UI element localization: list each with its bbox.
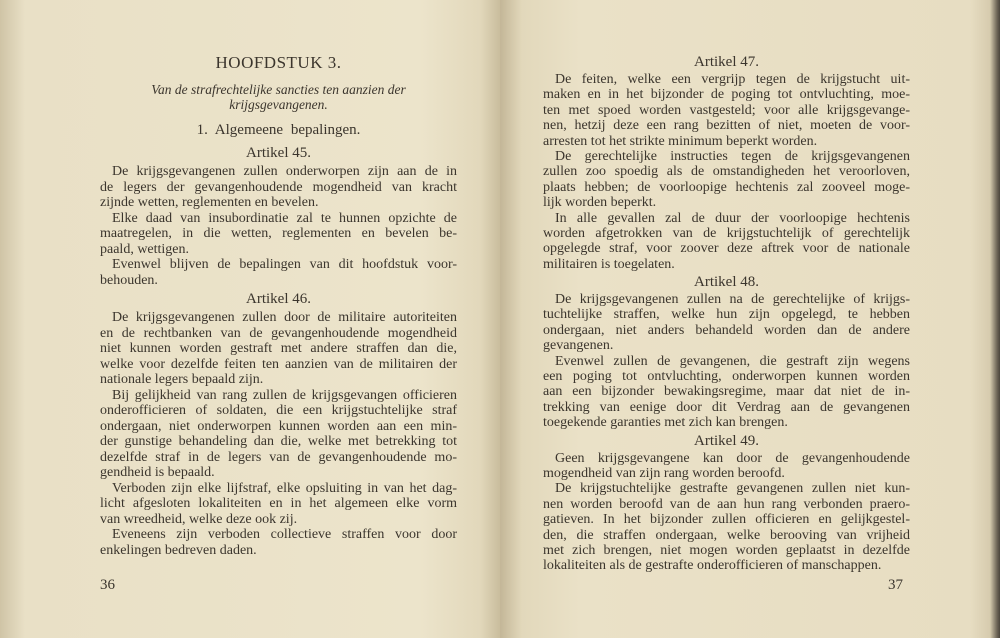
text-line: aan een bijzonder bewakingsregime, maar dat niet de in- [543,384,910,400]
text-line: gevangenen. [543,338,614,354]
article-heading: Artikel 45. [246,145,311,161]
paragraph [100,257,457,288]
text-line: onderofficieren of soldaten, die een krijgstuchtelijke straf [100,403,457,418]
text-line: De krijgsgevangenen zullen na de gerechtelijke of krijgs- [555,292,910,308]
text-line: enkelingen bedreven daden. [100,542,257,558]
text-line: mogendheid van zijn rang worden beroofd. [543,465,785,481]
text-line: tuchtelijke straffen, welke hun zijn opgelegd, te hebben [543,307,910,323]
text-line: ondergaan, niet anders behandeld worden dan de andere [543,322,910,338]
text-line: Elke daad van insubordinatie zal te hunnen opzichte de [112,210,457,226]
left-page-text [100,50,457,558]
section-heading: 1. Algemeene bepalingen. [196,122,361,138]
page-number: 37 [888,577,903,593]
text-line: nen, hetzij deze een rang bezitten of niet, moeten de voor- [543,118,910,134]
text-line: Evenwel blijven de bepalingen van dit hoofdstuk voor- [112,257,457,272]
paragraph [100,527,457,558]
paragraph [543,354,910,431]
text-line: De krijgsgevangenen zullen door de militaire autoriteiten [112,310,457,325]
text-line: den, die straffen ondergaan, welke berooving van vrijheid [543,527,910,543]
article-heading: Artikel 49. [694,432,759,449]
text-line: De krijgstuchtelijke gestrafte gevangenen zullen niet kun- [555,481,910,497]
text-line: paald, wettigen. [100,241,190,257]
chapter-title: HOOFDSTUK 3. [215,53,342,72]
text-line: de legers der gevangenhoudende mogendheid van kracht [100,179,457,195]
text-line: niet kunnen worden gestraft met andere straffen dan die, [100,341,457,356]
text-line: worden afgetrokken van de krijgstuchtelijk of gerechtelijk [543,225,910,241]
text-line: ten met spoed worden vastgesteld; voor alle krijgsgevange- [543,102,910,118]
text-line: Bij gelijkheid van rang zullen de krijgsgevangen officieren [112,387,457,403]
text-line: plaats hebben; de voorloopige hechtenis zal zooveel moge- [543,179,910,195]
article-heading: Artikel 46. [246,291,311,307]
text-line: met zich brengen, niet mogen worden geplaatst in dezelfde [543,542,910,558]
text-line: der gunstige behandeling dan die, welke met betrekking tot [100,434,457,449]
text-line: De gerechtelijke instructies tegen de krijgsgevangenen [555,148,910,164]
text-line: nationale legers bepaald zijn. [100,372,264,387]
paragraph [543,451,910,482]
text-line: zijnde wetten, reglementen en bevelen. [100,195,319,210]
text-line: trekking van eenige door dit Verdrag aan de gevangenen [543,399,910,415]
paragraph [100,164,457,211]
text-line: In alle gevallen zal de duur der voorloopige hechtenis [555,210,910,226]
text-line: van wreedheid, welke deze ook zij. [100,511,298,527]
paragraph [543,292,910,354]
text-line: een poging tot ontvluchting, onderworpen kunnen worden [543,369,910,385]
text-line: De feiten, welke een vergrijp tegen de krijgstucht uit- [555,72,910,87]
text-line: Evenwel zullen de gevangenen, die gestraft zijn wegens [555,353,910,369]
paragraph [543,72,910,149]
paragraph [100,310,457,388]
article-heading: Artikel 48. [694,274,759,291]
text-line: welke voor dezelfde feiten ten aanzien van de militairen der [100,356,457,372]
text-line: dezelfde straf in de legers van de gevangenhoudende mo- [100,449,457,465]
text-line: zullen zoo spoedig als de omstandigheden het veroorloven, [543,164,910,180]
paragraph [543,211,910,273]
paragraph [100,211,457,258]
text-line: krijgsgevangenen. [229,97,328,112]
text-line: Verboden zijn elke lijfstraf, elke opsluiting in van het dag- [112,480,457,496]
text-line: Van de strafrechtelijke sancties ten aanzien der [151,82,406,97]
text-line: arresten tot het strikte minimum beperkt worden. [543,133,818,149]
right-page [500,0,1000,638]
right-page-text [543,52,910,574]
paragraph [100,388,457,481]
text-line: opgelegde straf, voor zoover deze aftrek voor de nationale [543,241,910,257]
paragraph [100,481,457,528]
text-line: Geen krijgsgevangene kan door de gevangenhoudende [555,450,910,466]
text-line: ondergaan, niet onderworpen kunnen worden aan een min- [100,418,457,434]
text-line: lokaliteiten als de gestrafte onderofficieren of manschappen. [543,558,882,574]
text-line: behouden. [100,272,158,288]
text-line: licht afgesloten lokaliteiten en in het algemeen elke vorm [100,496,457,511]
text-line: nen worden beroofd van de aan hun rang verbonden praero- [543,496,910,512]
text-line: gendheid is bepaald. [100,465,215,480]
text-line: Eveneens zijn verboden collectieve straffen voor door [112,527,457,542]
text-line: maatregelen, in die wetten, reglementen en bevelen be- [100,226,457,241]
page-number: 36 [100,577,115,593]
text-line: lijk worden beperkt. [543,195,657,211]
text-line: maken en in het bijzonder de poging tot ontvluchting, moe- [543,87,910,103]
article-heading: Artikel 47. [694,54,759,70]
text-line: militairen is toegelaten. [543,256,675,272]
paragraph [543,481,910,573]
text-line: en de rechtbanken van de gevangenhoudende mogendheid [100,325,457,341]
text-line: gatieven. In het bijzonder zullen officieren en gelijkgestel- [543,512,910,528]
paragraph [543,149,910,211]
chapter-subtitle [100,82,457,112]
text-line: De krijgsgevangenen zullen onderworpen zijn aan de in [112,164,457,179]
text-line: toegekende garanties met zich kan brengen. [543,415,788,431]
